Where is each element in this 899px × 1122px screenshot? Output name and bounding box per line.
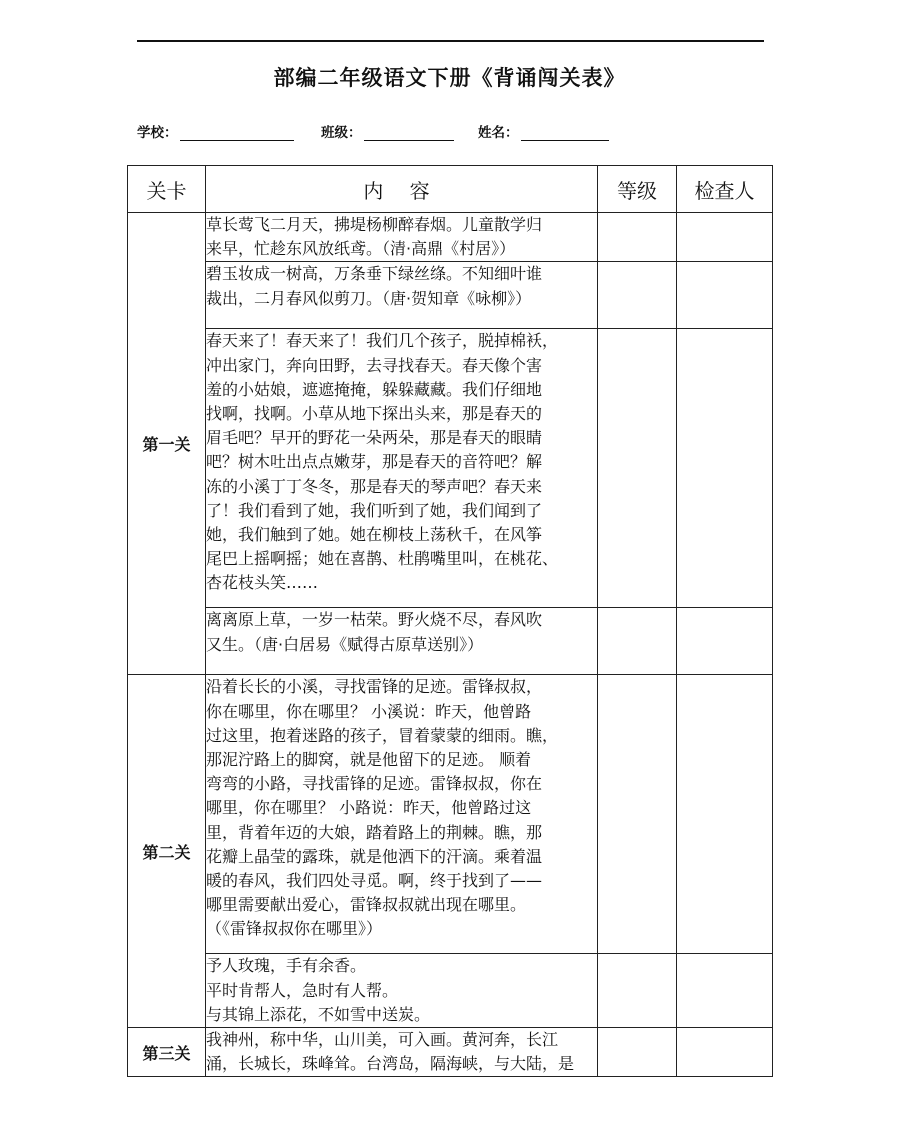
school-label: 学校： <box>137 125 178 141</box>
text-line: 裁出，二月春风似剪刀。（唐·贺知章《咏柳》） <box>206 288 532 308</box>
text-line: 离离原上草，一岁一枯荣。野火烧不尽，春风吹 <box>206 610 543 630</box>
class-blank[interactable] <box>364 126 454 141</box>
table-row <box>128 675 773 954</box>
recitation-text <box>206 608 598 675</box>
school-field <box>137 121 294 141</box>
text-line: 沿着长长的小溪，寻找雷锋的足迹。雷锋叔叔， <box>206 677 543 697</box>
grade-cell[interactable] <box>598 608 677 675</box>
text-line: 那泥泞路上的脚窝，就是他留下的足迹。 顺着 <box>206 750 532 770</box>
checker-cell[interactable] <box>677 262 773 329</box>
class-field <box>321 121 454 141</box>
recitation-text <box>206 329 598 608</box>
table-row <box>128 329 773 608</box>
level-name: 第二关 <box>128 675 206 1028</box>
text-line: 吧？树木吐出点点嫩芽，那是春天的音符吧？解 <box>206 452 543 472</box>
recitation-text <box>206 1028 598 1077</box>
grade-cell[interactable] <box>598 675 677 954</box>
text-line: 眉毛吧？早开的野花一朵两朵，那是春天的眼睛 <box>206 428 543 448</box>
text-line: 草长莺飞二月天，拂堤杨柳醉春烟。儿童散学归 <box>206 215 543 234</box>
text-line: 平时肯帮人，急时有人帮。 <box>206 980 399 1000</box>
checker-cell[interactable] <box>677 329 773 608</box>
text-line: 找啊，找啊。小草从地下探出头来，那是春天的 <box>206 404 543 424</box>
recitation-text <box>206 675 598 954</box>
text-line: 羞的小姑娘，遮遮掩掩，躲躲藏藏。我们仔细地 <box>206 379 543 399</box>
grade-cell[interactable] <box>598 329 677 608</box>
grade-cell[interactable] <box>598 213 677 262</box>
text-line: 了！我们看到了她，我们听到了她，我们闻到了 <box>206 500 543 520</box>
header-grade: 等级 <box>598 166 677 213</box>
text-line: 里，背着年迈的大娘，踏着路上的荆棘。瞧，那 <box>206 822 543 842</box>
table-row <box>128 608 773 675</box>
text-line: 尾巴上摇啊摇；她在喜鹊、杜鹃嘴里叫，在桃花、 <box>206 549 559 569</box>
table-row <box>128 262 773 329</box>
table-row <box>128 954 773 1028</box>
text-line: 予人玫瑰，手有余香。 <box>206 956 367 976</box>
text-line: 碧玉妆成一树高，万条垂下绿丝绦。不知细叶谁 <box>206 264 543 284</box>
name-field <box>478 121 609 141</box>
checker-cell[interactable] <box>677 954 773 1028</box>
text-line: 弯弯的小路，寻找雷锋的足迹。雷锋叔叔，你在 <box>206 774 543 794</box>
school-blank[interactable] <box>180 126 294 141</box>
name-blank[interactable] <box>521 126 609 141</box>
text-line: 过这里，抱着迷路的孩子，冒着蒙蒙的细雨。瞧， <box>206 725 559 745</box>
text-line: 与其锦上添花，不如雪中送炭。 <box>206 1004 431 1024</box>
grade-cell[interactable] <box>598 1028 677 1077</box>
text-line: 你在哪里，你在哪里？ 小溪说：昨天，他曾路 <box>206 701 532 721</box>
text-line: （《雷锋叔叔你在哪里》） <box>206 919 383 939</box>
text-line: 暖的春风，我们四处寻觅。啊，终于找到了—— <box>206 871 543 891</box>
text-line: 春天来了！春天来了！我们几个孩子，脱掉棉袄， <box>206 331 559 351</box>
text-line: 冻的小溪丁丁冬冬，那是春天的琴声吧？春天来 <box>206 476 543 496</box>
text-line: 我神州，称中华，山川美，可入画。黄河奔，长江 <box>206 1030 559 1050</box>
recitation-table <box>127 165 773 1077</box>
text-line: 来早，忙趁东风放纸鸢。（清·高鼎《村居》） <box>206 239 516 259</box>
table-row <box>128 213 773 262</box>
level-name: 第三关 <box>128 1028 206 1077</box>
header-content: 内 容 <box>206 166 598 213</box>
checker-cell[interactable] <box>677 675 773 954</box>
recitation-text <box>206 213 598 262</box>
header-level: 关卡 <box>128 166 206 213</box>
header-checker: 检查人 <box>677 166 773 213</box>
text-line: 哪里，你在哪里？ 小路说：昨天，他曾路过这 <box>206 798 532 818</box>
text-line: 杏花枝头笑…… <box>206 573 319 593</box>
grade-cell[interactable] <box>598 954 677 1028</box>
grade-cell[interactable] <box>598 262 677 329</box>
checker-cell[interactable] <box>677 213 773 262</box>
recitation-text <box>206 954 598 1028</box>
recitation-text <box>206 262 598 329</box>
class-label: 班级： <box>321 125 362 141</box>
text-line: 冲出家门，奔向田野，去寻找春天。春天像个害 <box>206 355 543 375</box>
table-row <box>128 1028 773 1077</box>
text-line: 又生。（唐·白居易《赋得古原草送别》） <box>206 634 484 654</box>
header-row <box>128 166 773 213</box>
text-line: 花瓣上晶莹的露珠，就是他洒下的汗滴。乘着温 <box>206 846 543 866</box>
text-line: 她，我们触到了她。她在柳枝上荡秋千，在风筝 <box>206 525 543 545</box>
text-line: 哪里需要献出爱心，雷锋叔叔就出现在哪里。 <box>206 895 527 915</box>
name-label: 姓名： <box>478 125 519 141</box>
level-name: 第一关 <box>128 213 206 675</box>
checker-cell[interactable] <box>677 608 773 675</box>
top-rule <box>137 40 764 42</box>
page-title: 部编二年级语文下册《背诵闯关表》 <box>273 66 626 90</box>
checker-cell[interactable] <box>677 1028 773 1077</box>
text-line: 涌，长城长，珠峰耸。台湾岛，隔海峡，与大陆，是 <box>206 1054 575 1074</box>
